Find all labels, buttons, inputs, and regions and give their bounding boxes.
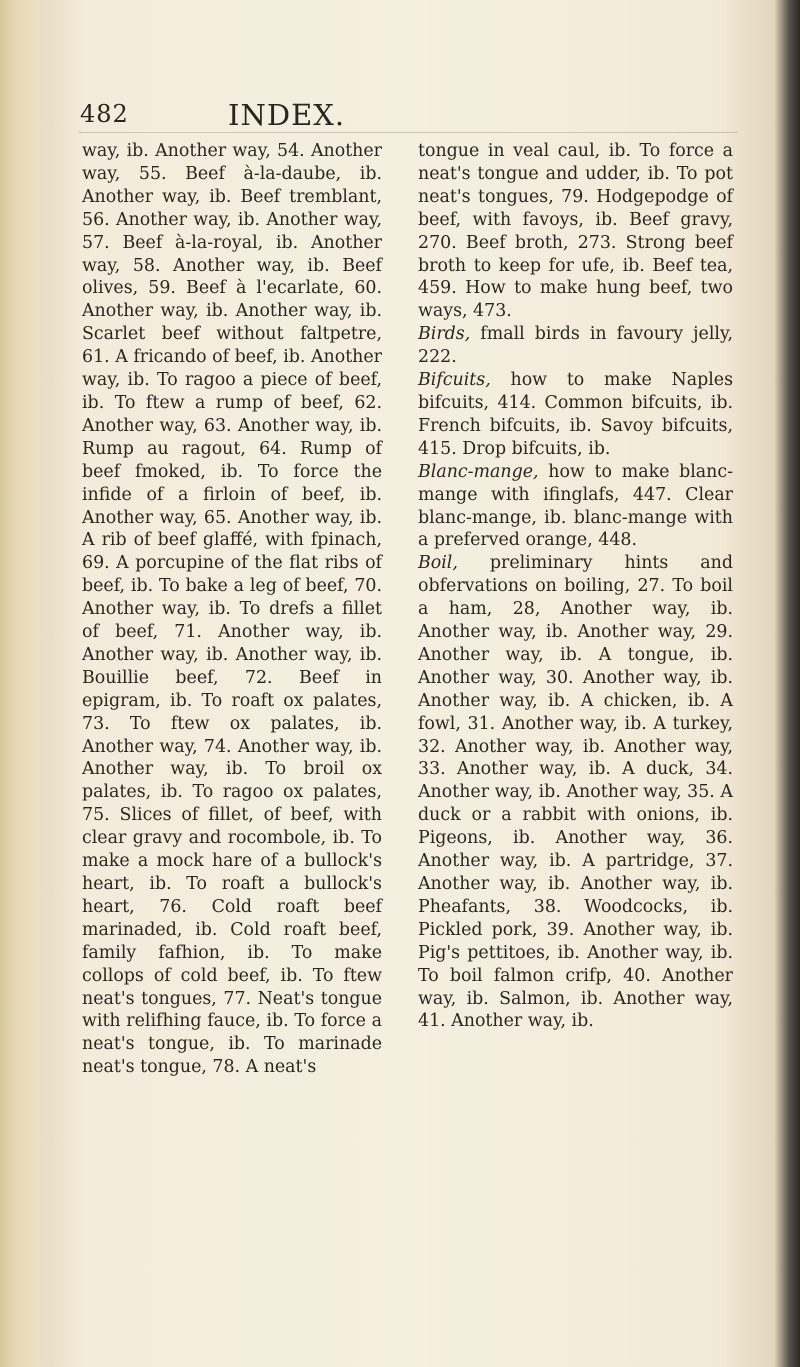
page-edge-right	[775, 0, 800, 1367]
entry-text-boil: preliminary hints and obfervations on boiling, 27. To boil a ham, 28, Another way, ib. Another way, ib. Another way, 29. Another way, ib. A tongue, ib. Another way, 30. Another way, ib. Another way, ib. A chicken, ib. A fowl, 31. Another way, ib. A turkey, 32. Another way, ib. Another way, 33. Another way, ib. A duck, 34. Another way, ib. Another way, 35. A duck or a rabbit with onions, ib. Pigeons, ib. Another way, 36. Another way, ib. A partridge, 37. Another way, ib. Another way, ib. Pheafants, 38. Woodcocks, ib. Pickled pork, 39. Another way, ib. Pig's pettitoes, ib. Another way, ib. To boil falmon crifp, 40. Another way, ib. Salmon, ib. Another way, 41. Another way, ib.	[418, 553, 733, 1032]
index-entry-blanc-mange	[418, 461, 733, 553]
index-entry-birds	[418, 323, 733, 369]
page-gutter-left	[0, 0, 40, 1367]
entry-head-blanc-mange: Blanc-mange,	[418, 461, 539, 482]
entry-head-birds: Birds,	[418, 324, 471, 345]
running-header: INDEX.	[228, 98, 346, 132]
index-text-left: way, ib. Another way, 54. Another way, 55. Beef à-la-daube, ib. Another way, ib. Beef tremblant, 56. Another way, ib. Another way, 57. Beef à-la-royal, ib. Another way, 58. Another way, ib. Beef olives, 59. Beef à l'ecarlate, 60. Another way, ib. Another way, ib. Scarlet beef without faltpetre, 61. A fricando of beef, ib. Another way, ib. To ragoo a piece of beef, ib. To ftew a rump of beef, 62. Another way, 63. Another way, ib. Rump au ragout, 64. Rump of beef fmoked, ib. To force the infide of a firloin of beef, ib. Another way, 65. Another way, ib. A rib of beef glaffé, with fpinach, 69. A porcupine of the flat ribs of beef, ib. To bake a leg of beef, 70. Another way, ib. To drefs a fillet of beef, 71. Another way, ib. Another way, ib. Another way, ib. Bouillie beef, 72. Beef in epigram, ib. To roaft ox palates, 73. To ftew ox palates, ib. Another way, 74. Another way, ib. Another way, ib. To broil ox palates, ib. To ragoo ox palates, 75. Slices of fillet, of beef, with clear gravy and rocombole, ib. To make a mock hare of a bullock's heart, ib. To roaft a bullock's heart, 76. Cold roaft beef marinaded, ib. Cold roaft beef, family fafhion, ib. To make collops of cold beef, ib. To ftew neat's tongues, 77. Neat's tongue with relifhing fauce, ib. To force a neat's tongue, ib. To marinade neat's tongue, 78. A neat's	[82, 141, 382, 1078]
entry-head-biscuits: Bifcuits,	[418, 370, 491, 391]
entry-text-biscuits: how to make Naples bifcuits, 414. Common bifcuits, ib. French bifcuits, ib. Savoy bifcuits, 415. Drop bifcuits, ib.	[418, 370, 733, 459]
header-rule	[78, 132, 738, 133]
index-entry-tongue: tongue in veal caul, ib. To force a neat's tongue and udder, ib. To pot neat's tongues, 79. Hodgepodge of beef, with favoys, ib. Beef gravy, 270. Beef broth, 273. Strong beef broth to keep for ufe, ib. Beef tea, 459. How to make hung beef, two ways, 473.	[418, 141, 733, 322]
index-entry-biscuits	[418, 369, 733, 461]
entry-text-birds: fmall birds in favoury jelly, 222.	[418, 324, 733, 368]
index-column-right	[418, 140, 733, 1033]
entry-text-blanc-mange: how to make blanc-mange with ifinglafs, 447. Clear blanc-mange, ib. blanc-mange with a preferved orange, 448.	[418, 461, 733, 551]
page-number: 482	[80, 100, 129, 128]
index-entry-boil	[418, 552, 733, 1033]
entry-head-boil: Boil,	[418, 553, 458, 574]
index-column-left	[82, 140, 382, 1079]
